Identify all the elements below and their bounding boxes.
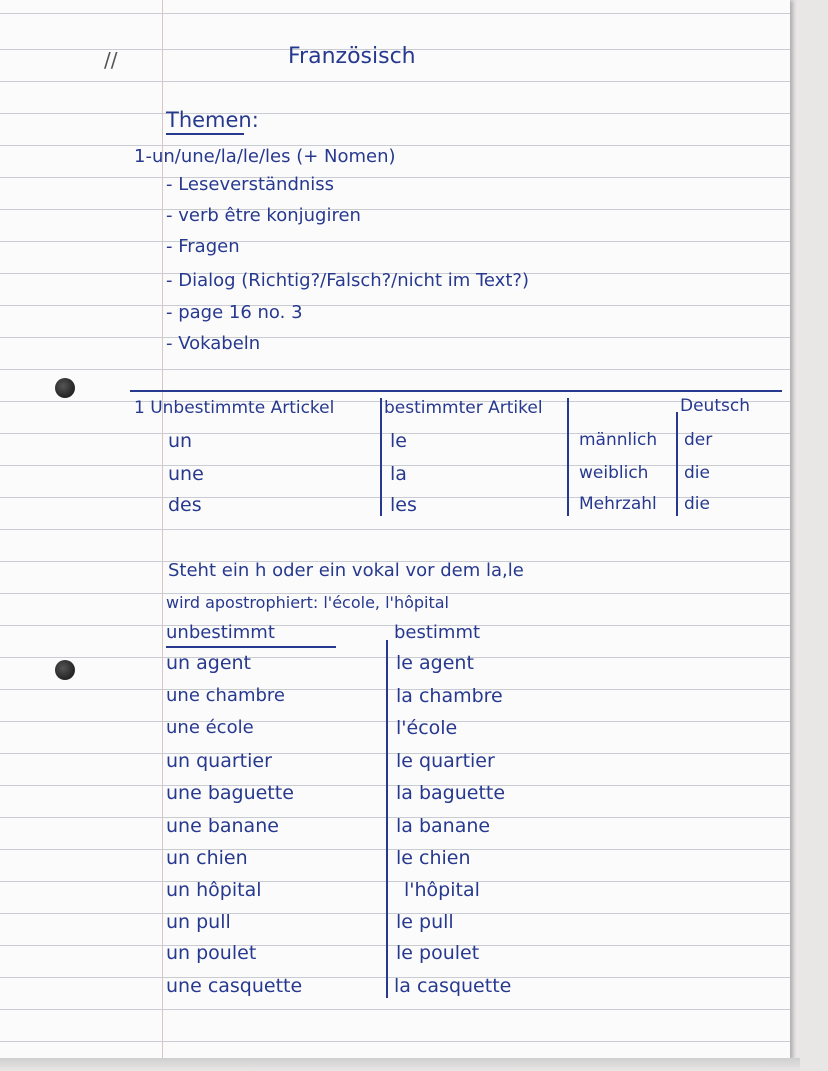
table-cell: la (390, 463, 407, 485)
page-title: Französisch (288, 44, 416, 69)
vocab-bestimmt: l'hôpital (404, 879, 480, 901)
table-cell: männlich (579, 430, 658, 450)
header-deutsch: Deutsch (680, 396, 750, 416)
margin-mark: // (104, 48, 118, 72)
header-bestimmt: bestimmter Artikel (384, 398, 543, 418)
vocab-bestimmt: le pull (396, 911, 454, 933)
vocab-unbestimmt: une chambre (166, 685, 285, 706)
table-cell: un (168, 430, 193, 452)
themen-item: - Dialog (Richtig?/Falsch?/nicht im Text?) (166, 270, 529, 291)
table-cell: der (684, 430, 713, 450)
table-cell: weiblich (579, 463, 649, 483)
vocab-unbestimmt: une baguette (166, 782, 294, 804)
vocab-header-bestimmt: bestimmt (394, 622, 481, 643)
vocab-bestimmt: l'école (396, 717, 458, 739)
vocab-unbestimmt: une casquette (166, 975, 303, 997)
vocab-bestimmt: la chambre (396, 685, 503, 707)
vocab-header-unbestimmt: unbestimmt (166, 622, 275, 643)
vocab-unbestimmt: un chien (166, 847, 248, 869)
vocab-bestimmt: le quartier (396, 750, 495, 772)
column-divider (676, 412, 678, 516)
punch-hole (55, 378, 75, 398)
themen-item: - Vokabeln (166, 333, 261, 354)
table-cell: les (390, 494, 417, 516)
vocab-unbestimmt: un quartier (166, 750, 272, 772)
punch-hole (55, 660, 75, 680)
vocab-bestimmt: la banane (396, 815, 491, 837)
table-cell: une (168, 463, 204, 485)
vocab-unbestimmt: une école (166, 717, 254, 738)
vocab-header-underline (166, 646, 336, 648)
vocab-bestimmt: le agent (396, 652, 474, 674)
column-divider (380, 398, 382, 516)
table-cell: die (684, 463, 710, 483)
vocab-unbestimmt: un agent (166, 652, 252, 674)
table-cell: die (684, 494, 710, 514)
themen-item: - page 16 no. 3 (166, 302, 303, 323)
header-unbestimmt: 1 Unbestimmte Artickel (134, 398, 335, 418)
vocab-bestimmt: le chien (396, 847, 471, 869)
table-top-rule (130, 390, 782, 392)
themen-item: 1-un/une/la/le/les (+ Nomen) (134, 146, 396, 167)
vocab-unbestimmt: une banane (166, 815, 279, 837)
vocab-unbestimmt: un poulet (166, 942, 257, 964)
column-divider (567, 398, 569, 516)
themen-item: - Fragen (166, 236, 240, 257)
table-cell: des (168, 494, 202, 516)
table-cell: Mehrzahl (579, 494, 657, 514)
rule-text: Steht ein h oder ein vokal vor dem la,le (168, 560, 524, 581)
vocab-unbestimmt: un hôpital (166, 879, 262, 901)
heading-underline (166, 133, 244, 135)
vocab-bestimmt: la baguette (396, 782, 506, 804)
themen-item: - verb être konjugiren (166, 205, 361, 226)
column-divider (386, 640, 388, 998)
themen-heading: Themen: (166, 108, 259, 132)
page-edge (0, 1058, 800, 1071)
rule-text: wird apostrophiert: l'école, l'hôpital (166, 593, 449, 612)
table-cell: le (390, 430, 407, 452)
vocab-bestimmt: la casquette (394, 975, 512, 997)
vocab-bestimmt: le poulet (396, 942, 480, 964)
themen-item: - Leseverständniss (166, 174, 335, 195)
vocab-unbestimmt: un pull (166, 911, 231, 933)
